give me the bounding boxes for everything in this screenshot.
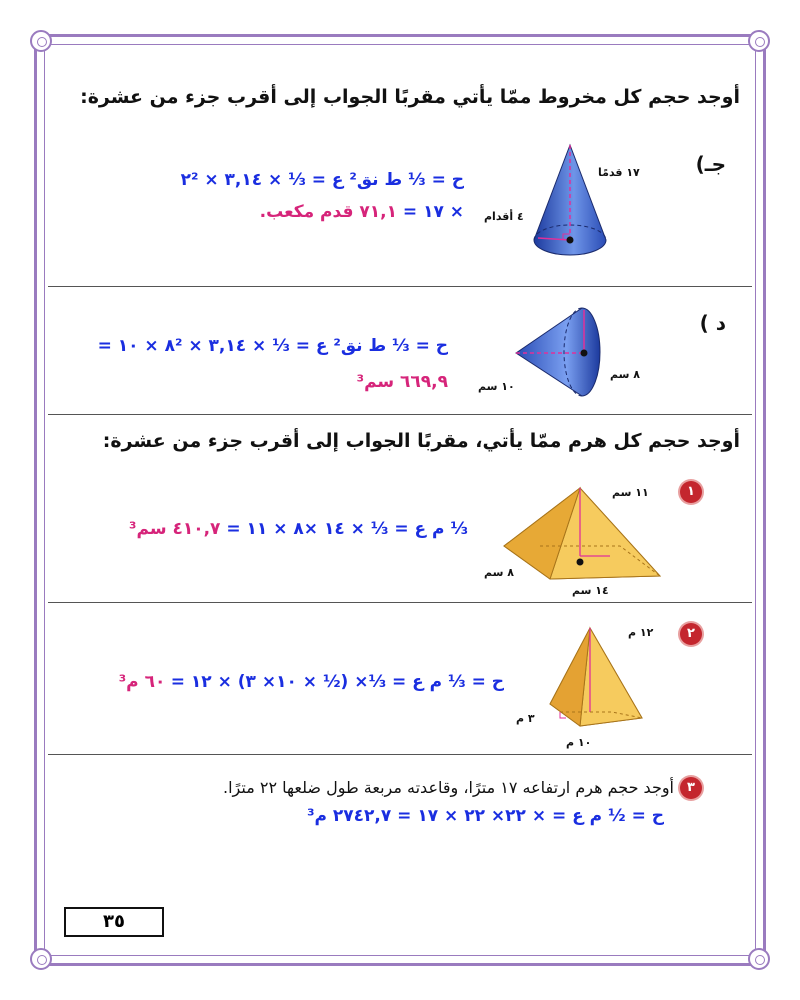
corner-ornament-top-right: [748, 30, 770, 52]
problem-3-badge: ٣: [680, 777, 702, 799]
page-number: ٣٥: [64, 907, 164, 937]
problem-c-equation-line1: ح = ⅓ ط نق² ع = ⅓ × ٣,١٤ × ٢²: [180, 170, 464, 190]
cone-c-height-label: ١٧ قدمًا: [598, 166, 640, 179]
pyramid-section-heading: أوجد حجم كل هرم ممّا يأتي، مقربًا الجواب إلى أقرب جزء من عشرة:: [102, 430, 740, 452]
problem-c-label: جـ): [695, 152, 726, 176]
corner-ornament-bottom-left: [30, 948, 52, 970]
corner-ornament-top-left: [30, 30, 52, 52]
problem-1-answer: ٤١٠,٧ سم³: [129, 519, 221, 539]
problem-c-equation-line2: [260, 202, 464, 222]
divider-4: [48, 754, 752, 755]
corner-ornament-bottom-right: [748, 948, 770, 970]
problem-c-answer: ٧١,١ قدم مكعب.: [259, 202, 397, 222]
divider-3: [48, 602, 752, 603]
problem-2-equation: [119, 672, 504, 692]
pyramid-1-length-label: ١٤ سم: [572, 584, 609, 597]
pyramid-2-height-label: ١٢ م: [628, 626, 654, 639]
problem-2-badge: ٢: [680, 623, 702, 645]
pyramid-1-width-label: ٨ سم: [484, 566, 514, 579]
cone-section-heading: أوجد حجم كل مخروط ممّا يأتي مقربًا الجواب إلى أقرب جزء من عشرة:: [80, 86, 740, 108]
pyramid-2-length-label: ١٠ م: [566, 736, 592, 749]
problem-d-label: د ): [699, 311, 726, 335]
pyramid-2-width-label: ٣ م: [516, 712, 535, 725]
cone-d-height-label: ١٠ سم: [478, 380, 515, 393]
cone-c-figure: [510, 140, 630, 265]
pyramid-1-height-label: ١١ سم: [612, 486, 649, 499]
divider-1: [48, 286, 752, 287]
problem-3-solution: ح = ½ م ع = × ٢٢× ٢٢ × ١٧ = ٢٧٤٢,٧ م³: [307, 806, 664, 826]
problem-1-badge: ١: [680, 481, 702, 503]
cone-c-radius-label: ٤ أقدام: [484, 210, 524, 223]
problem-d-answer: ٦٦٩,٩ سم³: [356, 372, 448, 392]
pyramid-1-figure: [500, 484, 670, 584]
problem-1-equation-blue: ⅓ م ع = ⅓ × ١٤ ×٨ × ١١ =: [220, 519, 468, 539]
problem-d-equation-line1: ح = ⅓ ط نق² ع = ⅓ × ٣,١٤ × ٨² × ١٠ =: [97, 336, 448, 356]
problem-1-equation: [129, 519, 468, 539]
cone-d-radius-label: ٨ سم: [610, 368, 640, 381]
problem-2-equation-blue: ح = ⅓ م ع = ⅓× (½ × ١٠× ٣) × ١٢ =: [170, 672, 504, 692]
problem-3-statement: أوجد حجم هرم ارتفاعه ١٧ مترًا، وقاعدته مربعة طول ضلعها ٢٢ مترًا.: [223, 778, 674, 797]
problem-c-equation-line2-blue: × ١٧ =: [396, 202, 464, 222]
problem-2-answer: ٦٠ م³: [118, 672, 166, 692]
divider-2: [48, 414, 752, 415]
cone-d-figure: [510, 298, 640, 398]
